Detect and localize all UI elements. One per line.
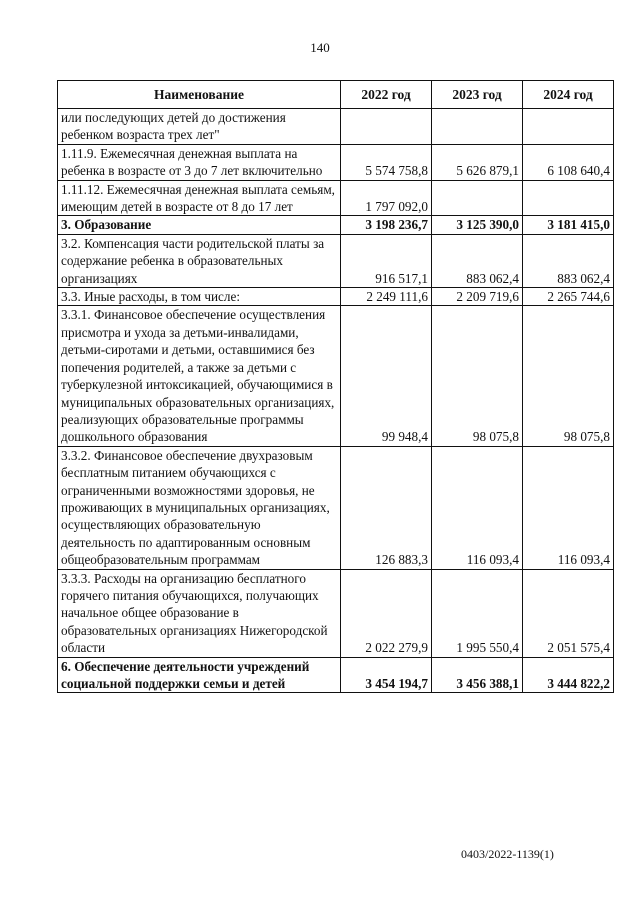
value-2023-cell: 98 075,8 [432, 306, 523, 446]
row-name-cell: 6. Обеспечение деятельности учреждений социальной поддержки семьи и детей [58, 657, 341, 693]
table-row [58, 288, 614, 306]
value-2024-cell: 883 062,4 [523, 234, 614, 287]
header-2022: 2022 год [341, 81, 432, 109]
row-name-cell: 3.3. Иные расходы, в том числе: [58, 288, 341, 306]
value-2022-cell: 916 517,1 [341, 234, 432, 287]
value-2023-cell: 883 062,4 [432, 234, 523, 287]
row-name-cell: 3.3.3. Расходы на организацию бесплатного горячего питания обучающихся, получающих начальное общее образование в образовательных организациях Нижегородской области [58, 569, 341, 657]
table-row [58, 216, 614, 234]
value-2022-cell [341, 109, 432, 145]
value-2023-cell [432, 109, 523, 145]
value-2023-cell: 5 626 879,1 [432, 144, 523, 180]
value-2024-cell: 2 051 575,4 [523, 569, 614, 657]
value-2024-cell: 2 265 744,6 [523, 288, 614, 306]
value-2022-cell: 5 574 758,8 [341, 144, 432, 180]
table-row [58, 446, 614, 569]
value-2022-cell: 1 797 092,0 [341, 180, 432, 216]
value-2024-cell: 6 108 640,4 [523, 144, 614, 180]
budget-table [57, 80, 614, 693]
value-2023-cell: 116 093,4 [432, 446, 523, 569]
row-name-cell: 3.3.2. Финансовое обеспечение двухразовым бесплатным питанием обучающихся с ограниченными возможностями здоровья, не проживающих в муниципальных организациях, осуществляющих образовательную деятельность по адаптированным основным общеобразовательным программам [58, 446, 341, 569]
value-2023-cell: 3 125 390,0 [432, 216, 523, 234]
value-2022-cell: 99 948,4 [341, 306, 432, 446]
value-2022-cell: 2 022 279,9 [341, 569, 432, 657]
value-2022-cell: 3 454 194,7 [341, 657, 432, 693]
row-name-cell: 1.11.12. Ежемесячная денежная выплата семьям, имеющим детей в возрасте от 8 до 17 лет [58, 180, 341, 216]
table-header-row [58, 81, 614, 109]
document-code: 0403/2022-1139(1) [461, 847, 554, 861]
table-row [58, 657, 614, 693]
header-2023: 2023 год [432, 81, 523, 109]
value-2023-cell [432, 180, 523, 216]
table-row [58, 306, 614, 446]
page-number: 140 [310, 40, 330, 55]
value-2024-cell: 98 075,8 [523, 306, 614, 446]
table-row [58, 109, 614, 145]
table-row [58, 144, 614, 180]
table-body [58, 109, 614, 693]
value-2023-cell: 2 209 719,6 [432, 288, 523, 306]
value-2022-cell: 126 883,3 [341, 446, 432, 569]
value-2024-cell: 3 181 415,0 [523, 216, 614, 234]
value-2024-cell [523, 180, 614, 216]
value-2023-cell: 3 456 388,1 [432, 657, 523, 693]
value-2023-cell: 1 995 550,4 [432, 569, 523, 657]
value-2024-cell: 3 444 822,2 [523, 657, 614, 693]
header-2024: 2024 год [523, 81, 614, 109]
table-row [58, 180, 614, 216]
value-2024-cell: 116 093,4 [523, 446, 614, 569]
value-2022-cell: 3 198 236,7 [341, 216, 432, 234]
table-row [58, 234, 614, 287]
row-name-cell: 3.2. Компенсация части родительской платы за содержание ребенка в образовательных организациях [58, 234, 341, 287]
header-name: Наименование [58, 81, 341, 109]
row-name-cell: 1.11.9. Ежемесячная денежная выплата на ребенка в возрасте от 3 до 7 лет включительно [58, 144, 341, 180]
row-name-cell: 3. Образование [58, 216, 341, 234]
row-name-cell: 3.3.1. Финансовое обеспечение осуществления присмотра и ухода за детьми-инвалидами, детьми-сиротами и детьми, оставшимися без попечения родителей, а также за детьми с туберкулезной интоксикацией, обучающимися в муниципальных образовательных организациях, реализующих образовательные программы дошкольного образования [58, 306, 341, 446]
row-name-cell: или последующих детей до достижения ребенком возраста трех лет" [58, 109, 341, 145]
table-row [58, 569, 614, 657]
value-2024-cell [523, 109, 614, 145]
value-2022-cell: 2 249 111,6 [341, 288, 432, 306]
